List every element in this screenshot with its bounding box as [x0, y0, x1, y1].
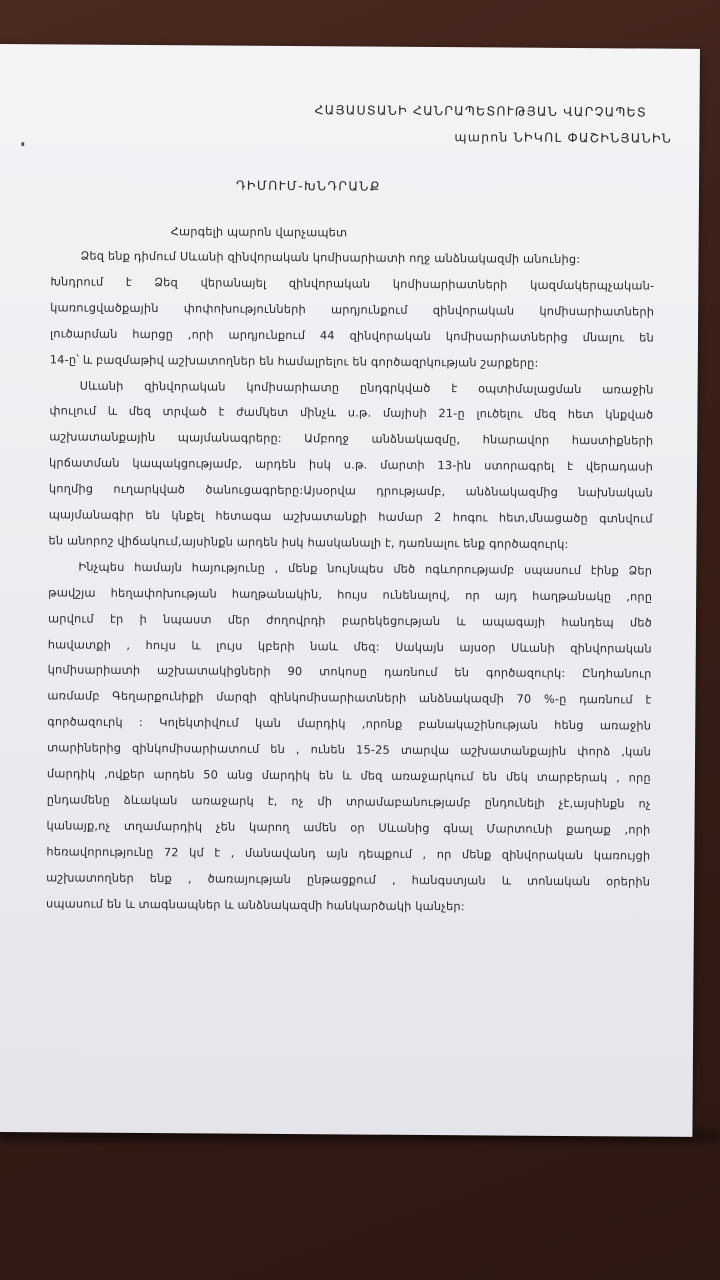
body-line: առմամբ Գեղարքունիքի մարզի զինկոմիսարիատների անձնակազմի 70 %-ը դառնում է [47, 688, 652, 707]
margin-mark [21, 142, 24, 146]
body-line: կողմից ուղարկված ծանուցագրերը:Այսօրվա դրությամբ, անձնակազմից նախնական [48, 481, 653, 500]
body-line: Սևանի զինվորական կոմիսարիատը ընդգրկված է օպտիմալացման առաջին [79, 378, 654, 397]
salutation: Հարգելի պարոն վարչապետ [170, 224, 348, 240]
body-line: հավատքի , հույս և լույս կբերի նաև մեզ: Սակայն այսօր Սևանի զինվորական [47, 636, 652, 656]
body-line: մարդիկ ,ովքեր արդեն 50 անց մարդիկ են և մեզ առաջարկում են մեկ տարբերակ , որը [46, 766, 651, 785]
body-line: են անորոշ վիճակում,այսինքն արդեն իսկ հասկանալի է, դառնալու ենք գործազուրկ: [48, 533, 569, 551]
document-page [0, 44, 700, 1137]
body-line: փուլում և մեզ տրված է ժամկետ մինչև ս.թ. մայիսի 21-ը լուծելու մեզ հետ կնքված [49, 403, 654, 422]
body-line: արվում էր ի նպաստ մեր ժողովրդի բարեկեցության և ապագայի հանդեպ մեծ [47, 610, 652, 630]
body-line: կառուցվածքային փոփոխությունների արդյունքում զինվորական կոմիսարիատների [50, 300, 655, 319]
body-line: Ձեզ ենք դիմում Սևանի զինվորական կոմիսարիատի ողջ անձնակազմի անունից: [80, 248, 581, 267]
body-line: 14-ը՝ և բազմաթիվ աշխատողներ են համալրելու են գործազրկության շարքերը: [49, 351, 539, 370]
body-line: գործազուրկ : Կոլեկտիվում կան մարդիկ ,որոնք բանակաշինության հենց առաջին [47, 714, 652, 733]
body-line: աշխատողներ ենք , ծառայության ընթացքում , հանգստյան և տոնական օրերին [46, 869, 651, 889]
body-line: պայմանագիր են կնքել հետագա աշխատանքի համար 2 հոգու հետ,մնացածը գտնվում [48, 507, 653, 526]
body-line: կանայք,ոչ տղամարդիկ չեն կարող ամեն օր Սևանից գնալ Մարտունի քաղաք ,որի [46, 818, 651, 837]
body-line: տարիներից զինկոմիսարիատում են , ունեն 15-25 տարվա աշխատանքային փորձ ,կան [47, 740, 652, 759]
body-line: ընդամենը ձևական առաջարկ է, ոչ մի տրամաբանությամբ ընդունելի չէ,այսինքն ոչ [46, 792, 651, 811]
body-line: հեռավորությունը 72 կմ է , մանավանդ այն դեպքում , որ մենք զինվորական կառույցի [46, 844, 651, 863]
document-title: ԴԻՄՈՒՄ-ԽՆԴՐԱՆՔ [235, 177, 381, 194]
body-line: Ինչպես համայն հայությունը , մենք նույնպես մեծ ոգևորությամբ սպասում էինք Ձեր [78, 559, 653, 578]
body-line: աշխատանքային պայմանագրերը: Ամբողջ անձնակազմը, հնարավոր հաստիքների [49, 429, 654, 448]
body-line: կոմիսարիատի աշխատակիցների 90 տոկոսը դառնում են գործազուրկ: Ընդհանուր [47, 662, 652, 681]
recipient-name: պարոն ՆԻԿՈԼ ՓԱՇԻՆՅԱՆԻՆ [454, 129, 673, 146]
body-line: սպասում են և տագնապներ և անձնակազմի հանկարծակի կանչեր: [45, 895, 465, 913]
recipient-title: ՀԱՅԱՍՏԱՆԻ ՀԱՆՐԱՊԵՏՈՒԹՅԱՆ ՎԱՐՉԱՊԵՏ [314, 102, 647, 120]
body-line: լուծարման հարցը ,որի արդյունքում 44 զինվորական կոմիսարիատներից մնալու են [49, 326, 654, 345]
body-line: կրճատման կապակցությամբ, արդեն իսկ ս.թ. մարտի 13-ին ստորագրել է վերադասի [49, 455, 654, 474]
body-line: Խնդրում է Ձեզ վերանայել զինվորական կոմիսարիատների կազմակերպչական- [50, 274, 655, 293]
body-line: թավշյա հեղափոխության հաղթանակին, հույս ունենալով, որ այդ հաղթանակը ,որը [48, 585, 653, 604]
